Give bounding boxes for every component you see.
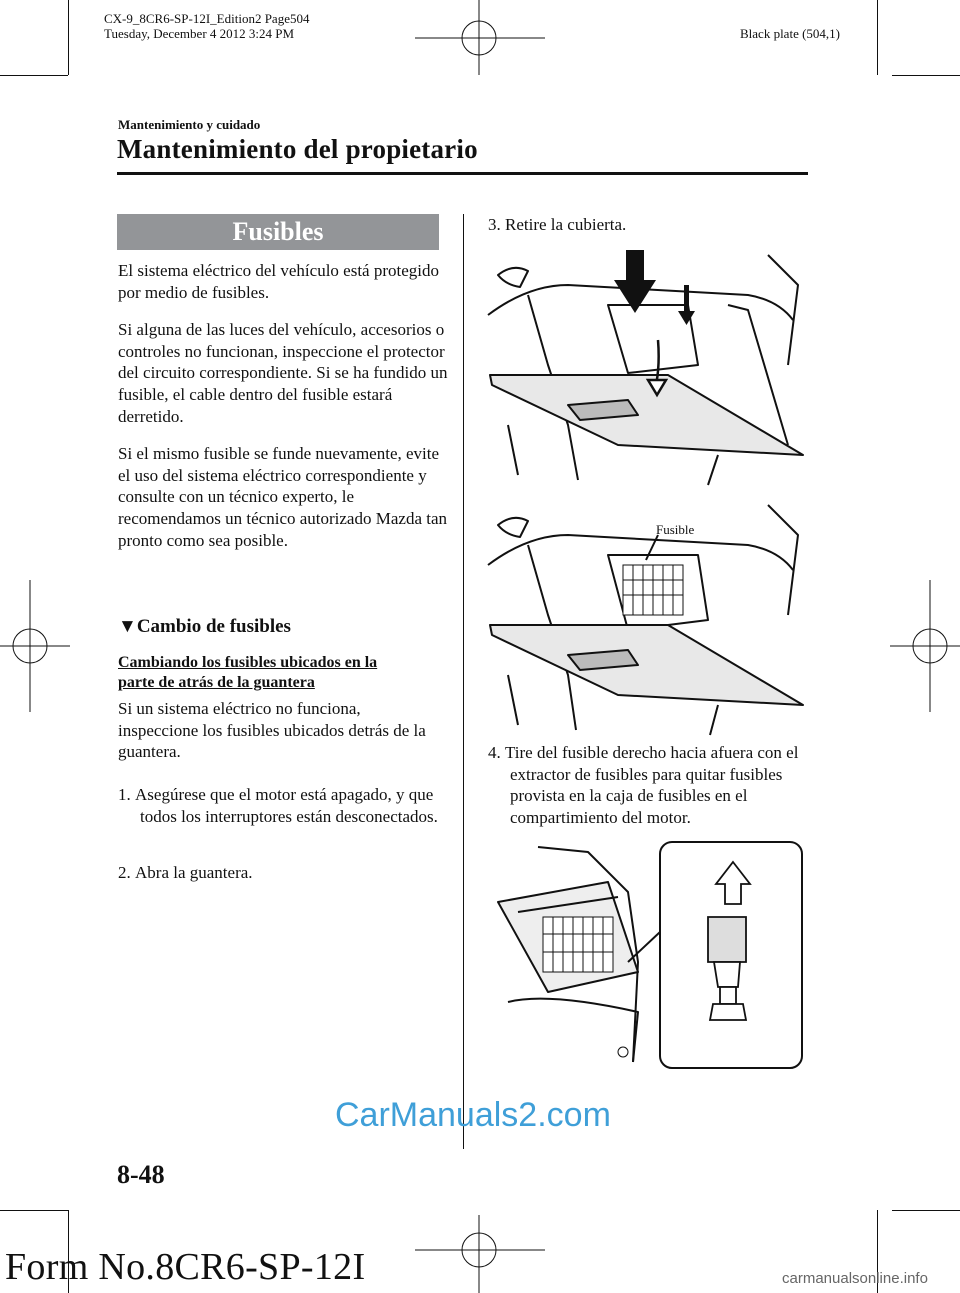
subsection-title: Cambio de fusibles — [136, 616, 291, 637]
cover-removal-illustration — [488, 245, 808, 485]
fuse-callout-label: Fusible — [656, 522, 695, 537]
underlined-heading-line2: parte de atrás de la guantera — [118, 674, 315, 691]
paragraph-1: El sistema eléctrico del vehículo está protegido por medio de fusibles. — [118, 261, 439, 302]
step-1-number: 1. — [118, 785, 131, 804]
section-banner: Fusibles — [117, 214, 439, 250]
plate-info: Black plate (504,1) — [740, 26, 840, 41]
step-3 — [488, 214, 830, 236]
file-info-line1: CX-9_8CR6-SP-12I_Edition2 Page504 — [104, 11, 310, 26]
section-title: Mantenimiento del propietario — [117, 134, 478, 164]
form-number: Form No.8CR6-SP-12I — [5, 1246, 366, 1288]
step-4 — [488, 742, 828, 828]
file-info-line2: Tuesday, December 4 2012 3:24 PM — [104, 26, 295, 41]
fuse-location-illustration — [488, 500, 808, 735]
step-2 — [118, 862, 465, 884]
step-2-text: Abra la guantera. — [135, 863, 253, 882]
column-divider — [463, 214, 464, 1149]
step-4-number: 4. — [488, 743, 501, 762]
triangle-marker-icon: ▼ — [118, 616, 137, 637]
underlined-heading-line1: Cambiando los fusibles ubicados en la — [118, 654, 378, 671]
chapter-name: Mantenimiento y cuidado — [118, 117, 261, 132]
step-3-number: 3. — [488, 215, 501, 234]
step-2-number: 2. — [118, 863, 131, 882]
step-1-text: Asegúrese que el motor está apagado, y que todos los interruptores están desconectados. — [135, 785, 438, 826]
step-3-text: Retire la cubierta. — [505, 215, 627, 234]
fuse-puller-illustration — [488, 842, 808, 1072]
paragraph-4: Si un sistema eléctrico no funciona, inspeccione los fusibles ubicados detrás de la guantera. — [118, 699, 426, 762]
paragraph-2: Si alguna de las luces del vehículo, accesorios o controles no funcionan, inspeccione el protector del circuito correspondiente. Si se ha fundido un fusible, el cable dentro del fusible estará derretido. — [118, 320, 448, 426]
paragraph-3: Si el mismo fusible se funde nuevamente, evite el uso del sistema eléctrico correspondiente y consulte con un técnico experto, le recomendamos un técnico autorizado Mazda tan pronto como sea posible. — [118, 444, 448, 550]
page-number: 8-48 — [117, 1160, 165, 1189]
subsection-heading — [118, 616, 291, 638]
step-4-text: Tire del fusible derecho hacia afuera con el extractor de fusibles para quitar fusibles provista en la caja de fusibles en el compartimiento del motor. — [505, 743, 799, 827]
site-watermark: carmanualsonline.info — [782, 1270, 928, 1287]
header-rule — [117, 172, 808, 175]
watermark: CarManuals2.com — [335, 1096, 611, 1134]
step-1 — [118, 784, 465, 827]
